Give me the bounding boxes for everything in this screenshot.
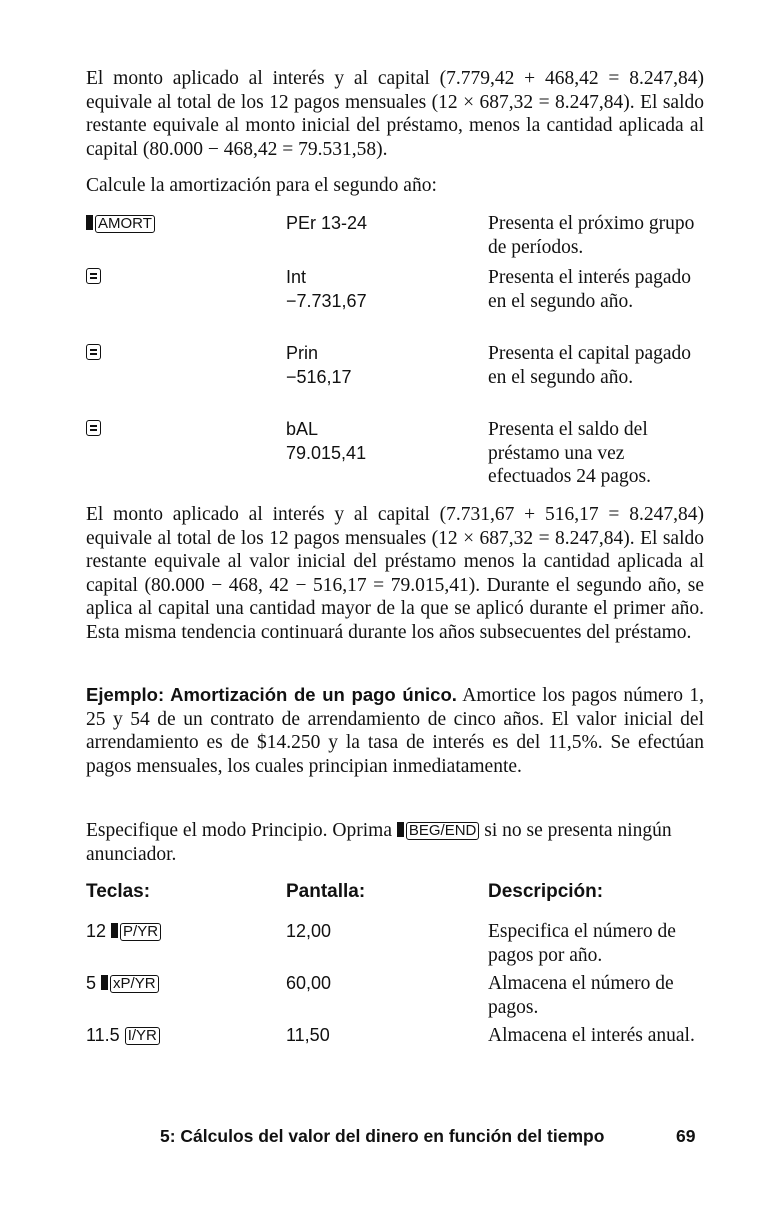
example-title: Ejemplo: Amortización de un pago único. <box>86 684 457 705</box>
description: Especifica el número de pagos por año. <box>488 921 676 966</box>
key-number: 11.5 <box>86 1025 120 1045</box>
display-value: bAL 79.015,41 <box>286 419 367 463</box>
key-sequence <box>86 418 276 442</box>
footer-chapter-title: 5: Cálculos del valor del dinero en función del tiempo <box>160 1126 605 1146</box>
key-number: 5 <box>86 973 97 993</box>
description: Presenta el interés pagado en el segundo año. <box>488 267 692 312</box>
amort-row-1 <box>86 212 704 262</box>
key-row-2 <box>86 972 704 1022</box>
paragraph-year-two-summary: El monto aplicado al interés y al capital (7.731,67 + 516,17 = 8.247,84) equivale al total de los 12 pagos mensuales (12 × 687,32 = 8.247,84). El saldo restante equivale al valor inicial del préstamo menos la cantidad aplicada al capital (80.000 − 468, 42 − 516,17 = 79.015,41). Durante el segundo año, se aplica al capital una cantidad mayor de la que se aplicó durante el primer año. Esta misma tendencia continuará durante los años subsecuentes del préstamo. <box>86 504 704 643</box>
display-value: 12,00 <box>286 921 332 941</box>
description: Presenta el próximo grupo de períodos. <box>488 213 695 258</box>
instruction-text: si no se presenta ningún anunciador. <box>86 820 672 865</box>
key-sequence <box>86 342 276 366</box>
amort-row-4 <box>86 418 704 488</box>
instruction-text: Especifique el modo Principio. Oprima <box>86 820 397 841</box>
paragraph-second-year-intro: Calcule la amortización para el segundo año: <box>86 175 437 196</box>
amort-row-3 <box>86 342 704 412</box>
shift-key-icon <box>101 975 108 990</box>
header-description: Descripción: <box>488 881 604 902</box>
key-number: 12 <box>86 921 107 941</box>
paragraph-example <box>86 683 704 778</box>
equals-key-icon <box>86 344 101 360</box>
xp-yr-key: xP/YR <box>110 975 159 993</box>
footer-page-number: 69 <box>676 1126 696 1146</box>
header-keys: Teclas: <box>86 881 151 902</box>
display-value: PEr 13-24 <box>286 213 368 233</box>
key-row-3 <box>86 1024 704 1074</box>
display-value: 11,50 <box>286 1025 330 1045</box>
key-sequence <box>86 920 276 944</box>
amort-row-2 <box>86 266 704 336</box>
key-sequence <box>86 266 276 290</box>
description: Almacena el número de pagos. <box>488 973 674 1018</box>
shift-key-icon <box>397 822 404 837</box>
key-sequence <box>86 972 276 996</box>
amort-key: AMORT <box>95 215 155 233</box>
equals-key-icon <box>86 268 101 284</box>
key-row-1 <box>86 920 704 970</box>
i-yr-key: I/YR <box>125 1027 160 1045</box>
p-yr-key: P/YR <box>120 923 161 941</box>
header-display: Pantalla: <box>286 881 366 902</box>
example-text: Amortice los pagos número 1, 25 y 54 de un contrato de arrendamiento de cinco años. El valor inicial del arrendamiento es de $14.250 y la tasa de interés es del 11,5%. Se efectúan pagos mensuales, los cuales principian inmediatamente. <box>86 685 704 777</box>
display-value: 60,00 <box>286 973 332 993</box>
equals-key-icon <box>86 420 101 436</box>
key-sequence <box>86 1024 276 1048</box>
paragraph-begin-mode <box>86 819 704 866</box>
display-value: Int −7.731,67 <box>286 267 367 311</box>
beg-end-key: BEG/END <box>406 822 480 840</box>
key-sequence <box>86 212 276 236</box>
description: Presenta el capital pagado en el segundo año. <box>488 343 692 388</box>
paragraph-year-one-summary: El monto aplicado al interés y al capital (7.779,42 + 468,42 = 8.247,84) equivale al total de los 12 pagos mensuales (12 × 687,32 = 8.247,84). El saldo restante equivale al monto inicial del préstamo, menos la cantidad aplicada al capital (80.000 − 468,42 = 79.531,58). <box>86 68 704 160</box>
description: Presenta el saldo del préstamo una vez efectuados 24 pagos. <box>488 419 651 488</box>
display-value: Prin −516,17 <box>286 343 352 387</box>
key-table-header <box>86 880 704 906</box>
shift-key-icon <box>86 215 93 230</box>
shift-key-icon <box>111 923 118 938</box>
description: Almacena el interés anual. <box>488 1025 695 1046</box>
